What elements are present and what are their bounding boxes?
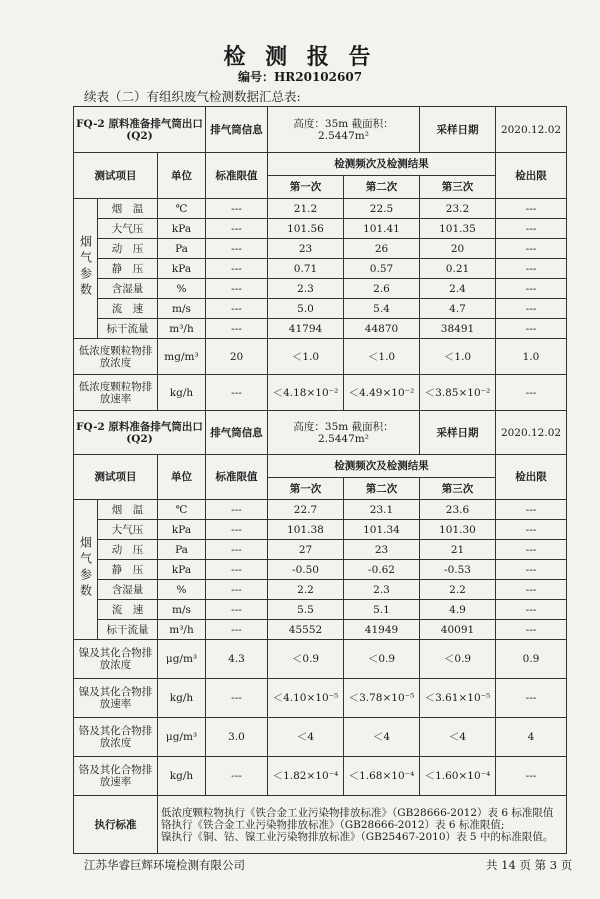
param-unit: ℃ xyxy=(158,199,206,219)
outlet-name: FQ-2 原料准备排气筒出口(Q2) xyxy=(74,107,206,153)
param-name: 流 速 xyxy=(98,600,158,620)
param-limit: --- xyxy=(206,520,268,540)
param-name: 流 速 xyxy=(98,299,158,319)
detect-limit: --- xyxy=(496,279,567,299)
param-limit: --- xyxy=(206,239,268,259)
param-name: 标干流量 xyxy=(98,319,158,339)
pollutant-row xyxy=(74,757,567,796)
pollutant-row xyxy=(74,718,567,757)
param-limit: --- xyxy=(206,319,268,339)
result-second: 2.3 xyxy=(344,580,420,600)
pollutant-limit: 20 xyxy=(206,339,268,375)
param-row xyxy=(74,319,567,339)
pollutant-unit: mg/m³ xyxy=(158,339,206,375)
param-name: 静 压 xyxy=(98,560,158,580)
result-second: 23 xyxy=(344,540,420,560)
col-first: 第一次 xyxy=(268,478,344,500)
param-limit: --- xyxy=(206,279,268,299)
param-row xyxy=(74,520,567,540)
param-limit: --- xyxy=(206,620,268,640)
pollutant-row xyxy=(74,640,567,679)
result-second: 22.5 xyxy=(344,199,420,219)
detect-limit: --- xyxy=(496,600,567,620)
outlet-info: 高度：35m 截面积：2.5447m² xyxy=(268,411,420,455)
param-name: 动 压 xyxy=(98,540,158,560)
result-second: 5.4 xyxy=(344,299,420,319)
pollutant-name: 低浓度颗粒物排放浓度 xyxy=(74,339,158,375)
result-second: 26 xyxy=(344,239,420,259)
param-row xyxy=(74,560,567,580)
result-first: 45552 xyxy=(268,620,344,640)
standard-line-1: 低浓度颗粒物执行《铁合金工业污染物排放标准》（GB28666-2012）表 6 标准限值 xyxy=(161,806,554,819)
result-first: 41794 xyxy=(268,319,344,339)
result-first: ＜4.18×10⁻² xyxy=(268,375,344,411)
pollutant-limit: 4.3 xyxy=(206,640,268,679)
standard-line-3: 镍执行《铜、钴、镍工业污染物排放标准》（GB25467-2010）表 5 中的标准限值。 xyxy=(161,830,554,843)
result-second: 101.34 xyxy=(344,520,420,540)
col-freq: 检测频次及检测结果 xyxy=(268,455,496,478)
col-item: 测试项目 xyxy=(74,153,158,199)
result-third: ＜1.0 xyxy=(420,339,496,375)
result-third: ＜3.61×10⁻⁵ xyxy=(420,679,496,718)
result-third: 4.9 xyxy=(420,600,496,620)
detect-limit: --- xyxy=(496,239,567,259)
page-number: 共 14 页 第 3 页 xyxy=(486,858,573,872)
param-name: 大气压 xyxy=(98,219,158,239)
param-limit: --- xyxy=(206,540,268,560)
detect-limit: 4 xyxy=(496,718,567,757)
detect-limit: 0.9 xyxy=(496,640,567,679)
result-third: 20 xyxy=(420,239,496,259)
detect-limit: --- xyxy=(496,199,567,219)
param-limit: --- xyxy=(206,600,268,620)
result-third: 2.4 xyxy=(420,279,496,299)
col-unit: 单位 xyxy=(158,153,206,199)
param-name: 含湿量 xyxy=(98,580,158,600)
pollutant-name: 镍及其化合物排放浓度 xyxy=(74,640,158,679)
param-row xyxy=(74,620,567,640)
col-limit: 标准限值 xyxy=(206,153,268,199)
sample-date: 2020.12.02 xyxy=(496,107,567,153)
pollutant-limit: --- xyxy=(206,757,268,796)
col-limit: 标准限值 xyxy=(206,455,268,500)
result-third: 101.35 xyxy=(420,219,496,239)
param-unit: m³/h xyxy=(158,620,206,640)
result-second: ＜3.78×10⁻⁵ xyxy=(344,679,420,718)
result-third: 21 xyxy=(420,540,496,560)
param-row xyxy=(74,299,567,319)
param-name: 大气压 xyxy=(98,520,158,540)
outlet-info: 高度：35m 截面积：2.5447m² xyxy=(268,107,420,153)
result-first: 2.2 xyxy=(268,580,344,600)
param-limit: --- xyxy=(206,500,268,520)
param-name: 烟 温 xyxy=(98,500,158,520)
result-first: ＜4.10×10⁻⁵ xyxy=(268,679,344,718)
result-second: 5.1 xyxy=(344,600,420,620)
result-second: 23.1 xyxy=(344,500,420,520)
param-unit: kPa xyxy=(158,219,206,239)
result-first: ＜0.9 xyxy=(268,640,344,679)
pollutant-name: 镍及其化合物排放速率 xyxy=(74,679,158,718)
detect-limit: --- xyxy=(496,540,567,560)
param-name: 标干流量 xyxy=(98,620,158,640)
col-second: 第二次 xyxy=(344,478,420,500)
param-row xyxy=(74,259,567,279)
sample-date-label: 采样日期 xyxy=(420,411,496,455)
result-third: 0.21 xyxy=(420,259,496,279)
col-item: 测试项目 xyxy=(74,455,158,500)
pollutant-limit: --- xyxy=(206,679,268,718)
param-unit: % xyxy=(158,279,206,299)
result-third: 2.2 xyxy=(420,580,496,600)
result-third: ＜1.60×10⁻⁴ xyxy=(420,757,496,796)
emission-table-2 xyxy=(73,410,567,854)
param-row xyxy=(74,219,567,239)
param-limit: --- xyxy=(206,299,268,319)
result-third: 23.6 xyxy=(420,500,496,520)
standard-line-2: 铬执行《铁合金工业污染物排放标准》（GB28666-2012）表 6 标准限值; xyxy=(161,818,505,831)
result-second: ＜4 xyxy=(344,718,420,757)
result-first: 22.7 xyxy=(268,500,344,520)
standard-label: 执行标准 xyxy=(74,796,158,854)
company-name: 江苏华睿巨辉环境检测有限公司 xyxy=(84,858,245,872)
param-unit: Pa xyxy=(158,540,206,560)
param-name: 静 压 xyxy=(98,259,158,279)
col-detect: 检出限 xyxy=(496,455,567,500)
param-unit: kPa xyxy=(158,560,206,580)
result-first: 5.0 xyxy=(268,299,344,319)
detect-limit: --- xyxy=(496,319,567,339)
pollutant-row xyxy=(74,679,567,718)
pollutant-unit: μg/m³ xyxy=(158,718,206,757)
result-third: ＜3.85×10⁻² xyxy=(420,375,496,411)
pollutant-row xyxy=(74,339,567,375)
emission-table-1 xyxy=(73,106,567,411)
param-row xyxy=(74,600,567,620)
result-first: 2.3 xyxy=(268,279,344,299)
param-unit: m/s xyxy=(158,600,206,620)
pollutant-limit: 3.0 xyxy=(206,718,268,757)
param-limit: --- xyxy=(206,560,268,580)
result-second: -0.62 xyxy=(344,560,420,580)
detect-limit: --- xyxy=(496,679,567,718)
param-row xyxy=(74,580,567,600)
detect-limit: --- xyxy=(496,299,567,319)
result-second: ＜0.9 xyxy=(344,640,420,679)
col-unit: 单位 xyxy=(158,455,206,500)
param-name: 含湿量 xyxy=(98,279,158,299)
param-limit: --- xyxy=(206,259,268,279)
pollutant-unit: μg/m³ xyxy=(158,640,206,679)
detect-limit: --- xyxy=(496,219,567,239)
detect-limit: --- xyxy=(496,620,567,640)
result-first: 21.2 xyxy=(268,199,344,219)
param-unit: m/s xyxy=(158,299,206,319)
report-number: 编号：HR20102607 xyxy=(237,70,363,84)
result-third: -0.53 xyxy=(420,560,496,580)
result-second: ＜1.68×10⁻⁴ xyxy=(344,757,420,796)
col-third: 第三次 xyxy=(420,478,496,500)
pollutant-unit: kg/h xyxy=(158,679,206,718)
param-unit: % xyxy=(158,580,206,600)
sample-date: 2020.12.02 xyxy=(496,411,567,455)
result-first: 27 xyxy=(268,540,344,560)
param-row xyxy=(74,540,567,560)
result-second: 0.57 xyxy=(344,259,420,279)
detect-limit: --- xyxy=(496,580,567,600)
param-name: 烟 温 xyxy=(98,199,158,219)
result-first: ＜1.0 xyxy=(268,339,344,375)
result-first: 0.71 xyxy=(268,259,344,279)
detect-limit: 1.0 xyxy=(496,339,567,375)
detect-limit: --- xyxy=(496,757,567,796)
param-row xyxy=(74,279,567,299)
col-freq: 检测频次及检测结果 xyxy=(268,153,496,176)
group-cell xyxy=(74,500,98,640)
sample-date-label: 采样日期 xyxy=(420,107,496,153)
param-unit: kPa xyxy=(158,259,206,279)
param-row xyxy=(74,199,567,219)
pollutant-row xyxy=(74,375,567,411)
result-first: 101.38 xyxy=(268,520,344,540)
pollutant-name: 铬及其化合物排放速率 xyxy=(74,757,158,796)
result-third: 38491 xyxy=(420,319,496,339)
col-detect: 检出限 xyxy=(496,153,567,199)
result-first: 101.56 xyxy=(268,219,344,239)
pollutant-limit: --- xyxy=(206,375,268,411)
group-label: 烟气参数 xyxy=(78,536,93,600)
param-row xyxy=(74,239,567,259)
result-second: 2.6 xyxy=(344,279,420,299)
col-third: 第三次 xyxy=(420,176,496,199)
param-unit: Pa xyxy=(158,239,206,259)
detect-limit: --- xyxy=(496,500,567,520)
col-first: 第一次 xyxy=(268,176,344,199)
param-limit: --- xyxy=(206,580,268,600)
page-title: 检 测 报 告 xyxy=(223,44,377,70)
result-second: 101.41 xyxy=(344,219,420,239)
pollutant-name: 铬及其化合物排放浓度 xyxy=(74,718,158,757)
param-unit: kPa xyxy=(158,520,206,540)
param-limit: --- xyxy=(206,219,268,239)
result-second: ＜1.0 xyxy=(344,339,420,375)
param-limit: --- xyxy=(206,199,268,219)
group-label: 烟气参数 xyxy=(78,235,93,299)
param-unit: ℃ xyxy=(158,500,206,520)
param-name: 动 压 xyxy=(98,239,158,259)
outlet-name: FQ-2 原料准备排气筒出口(Q2) xyxy=(74,411,206,455)
group-cell xyxy=(74,199,98,339)
outlet-info-label: 排气筒信息 xyxy=(206,107,268,153)
result-first: -0.50 xyxy=(268,560,344,580)
param-unit: m³/h xyxy=(158,319,206,339)
result-first: ＜1.82×10⁻⁴ xyxy=(268,757,344,796)
result-second: 44870 xyxy=(344,319,420,339)
detect-limit: --- xyxy=(496,375,567,411)
standard-text xyxy=(158,796,567,854)
result-third: 4.7 xyxy=(420,299,496,319)
detect-limit: --- xyxy=(496,560,567,580)
result-third: ＜4 xyxy=(420,718,496,757)
table-caption: 续表（二）有组织废气检测数据汇总表: xyxy=(84,89,301,104)
outlet-info-label: 排气筒信息 xyxy=(206,411,268,455)
pollutant-name: 低浓度颗粒物排放速率 xyxy=(74,375,158,411)
pollutant-unit: kg/h xyxy=(158,375,206,411)
detect-limit: --- xyxy=(496,259,567,279)
result-first: 5.5 xyxy=(268,600,344,620)
result-third: 23.2 xyxy=(420,199,496,219)
result-third: ＜0.9 xyxy=(420,640,496,679)
result-third: 101.30 xyxy=(420,520,496,540)
detect-limit: --- xyxy=(496,520,567,540)
result-second: ＜4.49×10⁻² xyxy=(344,375,420,411)
col-second: 第二次 xyxy=(344,176,420,199)
result-second: 41949 xyxy=(344,620,420,640)
result-first: ＜4 xyxy=(268,718,344,757)
pollutant-unit: kg/h xyxy=(158,757,206,796)
param-row xyxy=(74,500,567,520)
result-third: 40091 xyxy=(420,620,496,640)
result-first: 23 xyxy=(268,239,344,259)
